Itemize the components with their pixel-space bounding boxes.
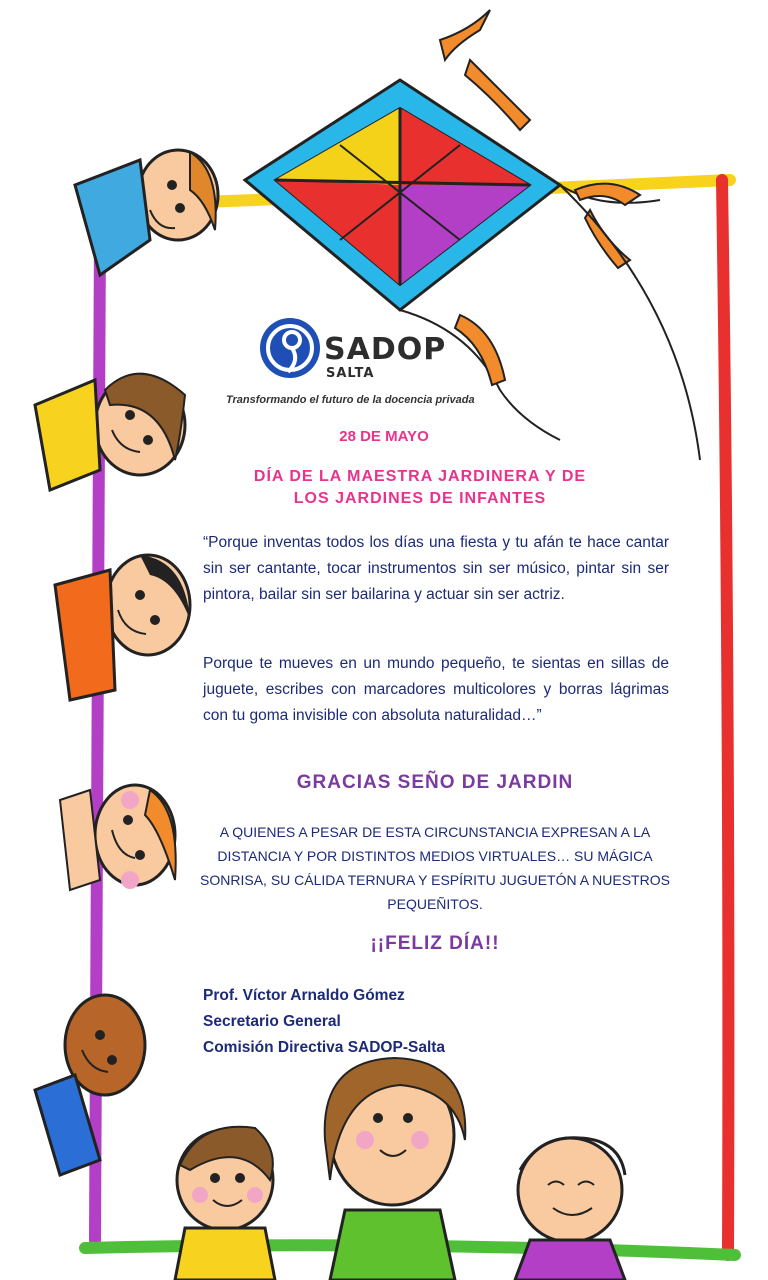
signature-name: Prof. Víctor Arnaldo Gómez xyxy=(203,987,405,1004)
child-bottom-left xyxy=(175,1127,275,1280)
child-orange-shirt xyxy=(55,555,190,700)
child-dark-skin xyxy=(35,995,145,1175)
signature-role: Secretario General xyxy=(203,1013,341,1030)
teacher-illustration xyxy=(325,1058,466,1280)
logo-region: SALTA xyxy=(326,366,375,381)
dedication-text: A QUIENES A PESAR DE ESTA CIRCUNSTANCIA EXPRESAN A LA DISTANCIA Y POR DISTINTOS MEDIOS VIRTUALES… SU MÁGICA SONRISA, SU CÁLIDA TERNURA Y ESPÍRITU JUGUETÓN A NUESTROS PEQUEÑITOS. xyxy=(200,824,670,912)
paragraph-2: Porque te mueves en un mundo pequeño, te sientas en sillas de juguete, escribes con marcadores multicolores y borras lágrimas con tu goma invisible con absoluta naturalidad…” xyxy=(203,655,669,724)
kite-illustration xyxy=(245,10,700,460)
child-pigtails xyxy=(60,785,176,890)
paragraph-1: “Porque inventas todos los días una fiesta y tu afán te hace cantar sin ser cantante, tocar instrumentos sin ser músico, pintar sin ser pintora, bailar sin ser bailarina y actuar sin ser actriz. xyxy=(203,534,669,603)
frame-right-red xyxy=(722,180,728,1255)
signature-block xyxy=(203,983,445,1061)
signature-org: Comisión Directiva SADOP-Salta xyxy=(203,1039,446,1056)
main-title-line-1: DÍA DE LA MAESTRA JARDINERA Y DE xyxy=(253,468,587,485)
main-title xyxy=(230,466,610,510)
gracias-heading: GRACIAS SEÑO DE JARDIN xyxy=(296,772,574,793)
sadop-logo xyxy=(258,314,478,384)
child-bottom-right xyxy=(515,1138,625,1280)
date-heading: 28 DE MAYO xyxy=(339,428,429,445)
logo-tagline: Transformando el futuro de la docencia privada xyxy=(226,394,475,406)
child-blue-shirt xyxy=(75,150,218,275)
logo-name: SADOP xyxy=(324,332,447,367)
main-title-line-2: LOS JARDINES DE INFANTES xyxy=(293,490,547,507)
feliz-dia-heading: ¡¡FELIZ DÍA!! xyxy=(370,933,500,954)
